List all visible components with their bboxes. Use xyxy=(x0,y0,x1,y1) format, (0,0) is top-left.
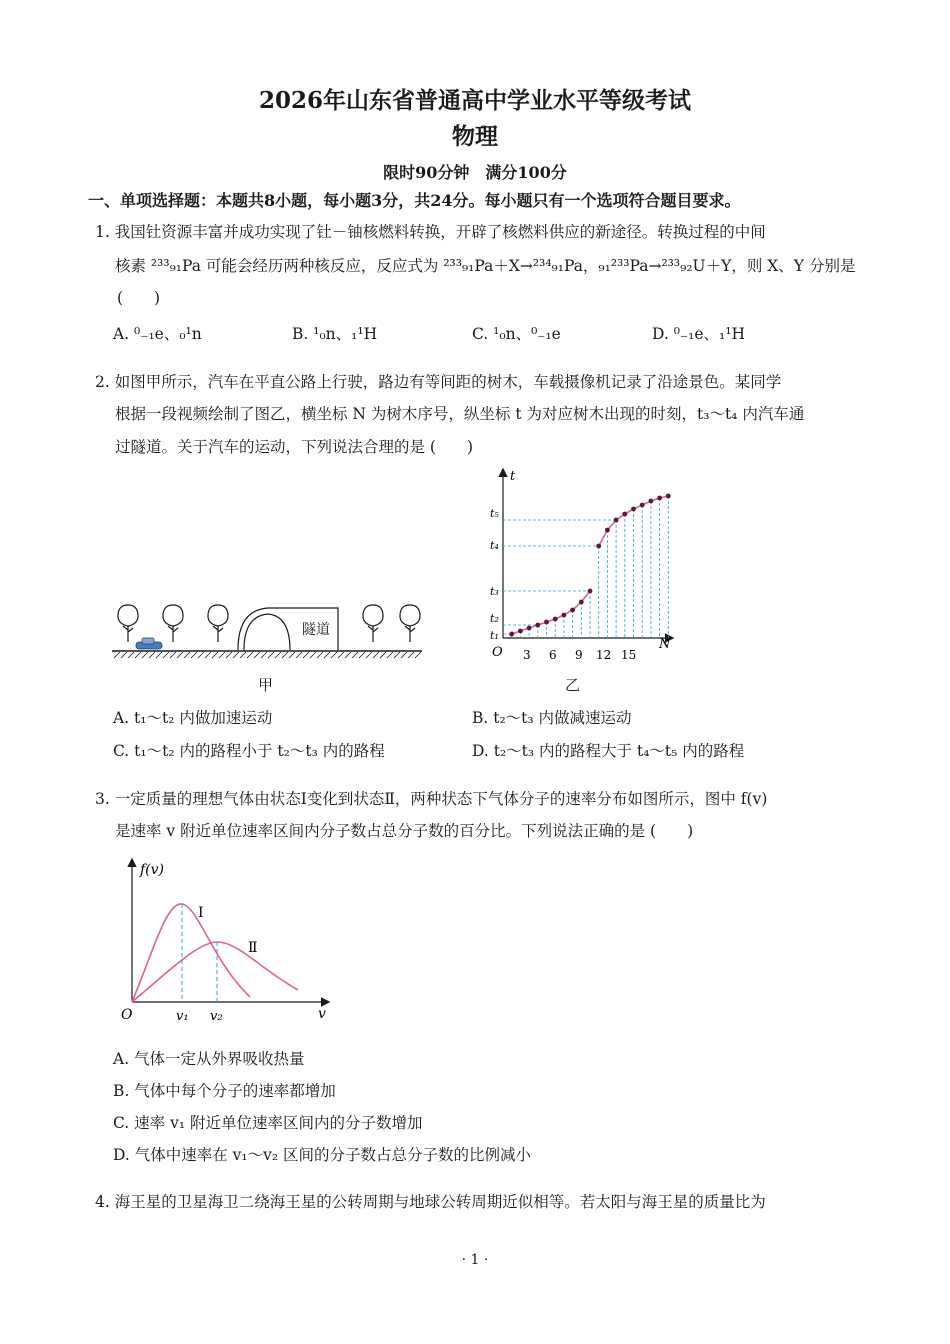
subject-title: 物理 xyxy=(452,123,498,150)
road-hatch-line xyxy=(373,652,379,658)
tree-icon xyxy=(363,605,383,642)
tree-icon xyxy=(208,605,228,642)
tree-point xyxy=(509,632,514,637)
tree-point xyxy=(527,626,532,631)
q1-option-a: A. ⁰₋₁e、₀¹n xyxy=(113,325,202,343)
road-hatch-line xyxy=(198,652,204,658)
road-hatch-line xyxy=(149,652,155,658)
road-hatch-line xyxy=(184,652,190,658)
origin-label: O xyxy=(492,645,503,660)
x-tick-3: 3 xyxy=(523,648,531,662)
q4-line1: 4. 海王星的卫星海卫二绕海王星的公转周期与地球公转周期近似相等。若太阳与海王星的质量比为 xyxy=(95,1193,766,1211)
q1-option-d: D. ⁰₋₁e、₁¹H xyxy=(652,325,745,343)
road-hatch-line xyxy=(163,652,169,658)
q2-line1: 2. 如图甲所示，汽车在平直公路上行驶，路边有等间距的树木，车载摄像机记录了沿途景色。某同学 xyxy=(95,373,782,391)
road-hatch-line xyxy=(135,652,141,658)
tree-point xyxy=(622,512,627,517)
v1-label: v₁ xyxy=(176,1009,189,1024)
tree-point xyxy=(614,518,619,523)
x-tick-9: 9 xyxy=(575,648,583,662)
origin-label: O xyxy=(121,1007,133,1023)
t-axis-label: t xyxy=(510,469,516,484)
q3-option-c: C. 速率 v₁ 附近单位速率区间内的分子数增加 xyxy=(113,1114,423,1132)
road-hatch-line xyxy=(317,652,323,658)
road-hatch-line xyxy=(170,652,176,658)
road-hatch-line xyxy=(261,652,267,658)
n-axis-label: N xyxy=(659,637,671,652)
y-tick-t2: t₂ xyxy=(490,612,499,625)
road-hatch-line xyxy=(408,652,414,658)
road-hatch-line xyxy=(415,652,421,658)
tree-point xyxy=(588,589,593,594)
road-hatch-line xyxy=(240,652,246,658)
road-hatch-line xyxy=(275,652,281,658)
road-hatch-line xyxy=(114,652,120,658)
tree-point xyxy=(553,617,558,622)
figure-yi xyxy=(480,462,680,672)
road-hatch-line xyxy=(394,652,400,658)
tree-point xyxy=(640,503,645,508)
q2-option-c: C. t₁～t₂ 内的路程小于 t₂～t₃ 内的路程 xyxy=(113,742,385,760)
road-hatch-line xyxy=(296,652,302,658)
curve-1-label: Ⅰ xyxy=(198,905,204,921)
road-hatch-line xyxy=(345,652,351,658)
curve-before-tunnel xyxy=(512,591,590,634)
road-hatch-line xyxy=(310,652,316,658)
figure-yi-caption: 乙 xyxy=(565,676,581,694)
q1-line1: 1. 我国钍资源丰富并成功实现了钍－铀核燃料转换，开辟了核燃料供应的新途径。转换过程的中间 xyxy=(95,223,766,241)
figure-speed-distribution xyxy=(118,852,338,1030)
tree-point xyxy=(657,496,662,501)
road-hatch-line xyxy=(387,652,393,658)
road-hatch-line xyxy=(219,652,225,658)
q3-line2: 是速率 v 附近单位速率区间内分子数占总分子数的百分比。下列说法正确的是 ( ) xyxy=(115,822,694,840)
road-hatch-line xyxy=(282,652,288,658)
q1-line2: 核素 ²³³₉₁Pa 可能会经历两种核反应，反应式为 ²³³₉₁Pa＋X→²³⁴₉₁Pa，₉₁²³³Pa→²³³₉₂U＋Y，则 X、Y 分别是 xyxy=(115,257,856,275)
q1-option-c: C. ¹₀n、⁰₋₁e xyxy=(472,325,561,343)
v-axis-label: v xyxy=(318,1006,326,1022)
figure-jia-caption: 甲 xyxy=(258,676,274,694)
car-icon xyxy=(136,638,162,649)
v2-label: v₂ xyxy=(210,1009,223,1024)
road-hatch-line xyxy=(177,652,183,658)
road-hatch-line xyxy=(156,652,162,658)
road-hatch-line xyxy=(121,652,127,658)
tree-point xyxy=(570,608,575,613)
time-score-limits: 限时90分钟 满分100分 xyxy=(383,163,567,182)
q2-line3: 过隧道。关于汽车的运动，下列说法合理的是 ( ) xyxy=(115,438,474,456)
q2-option-b: B. t₂～t₃ 内做减速运动 xyxy=(472,709,632,727)
figure-jia xyxy=(110,600,430,670)
x-tick-6: 6 xyxy=(549,648,557,662)
road-hatch-line xyxy=(401,652,407,658)
y-tick-t4: t₄ xyxy=(490,539,499,552)
tree-point xyxy=(649,499,654,504)
road-hatch-line xyxy=(380,652,386,658)
exam-title: 2026年山东省普通高中学业水平等级考试 xyxy=(258,87,691,114)
road-hatch-line xyxy=(128,652,134,658)
tree-point xyxy=(579,600,584,605)
q2-option-d: D. t₂～t₃ 内的路程大于 t₄～t₅ 内的路程 xyxy=(472,742,745,760)
road-hatch-line xyxy=(289,652,295,658)
road-hatch-line xyxy=(191,652,197,658)
road-hatch-line xyxy=(212,652,218,658)
road-hatch-line xyxy=(331,652,337,658)
f-axis-label: f(v) xyxy=(140,862,165,878)
tree-point xyxy=(666,494,671,499)
y-tick-t3: t₃ xyxy=(490,585,499,598)
q3-line1: 3. 一定质量的理想气体由状态Ⅰ变化到状态Ⅱ，两种状态下气体分子的速率分布如图所示，图中 f(v) xyxy=(95,790,768,808)
tunnel-label: 隧道 xyxy=(302,623,330,638)
y-tick-t1: t₁ xyxy=(490,629,499,642)
road-hatch-line xyxy=(233,652,239,658)
road-hatch-line xyxy=(303,652,309,658)
q3-option-d: D. 气体中速率在 v₁～v₂ 区间的分子数占总分子数的比例减小 xyxy=(113,1146,532,1164)
curve-2-label: Ⅱ xyxy=(248,940,258,956)
tree-point xyxy=(518,629,523,634)
y-tick-t5: t₅ xyxy=(490,507,499,520)
section-heading: 一、单项选择题：本题共8小题，每小题3分，共24分。每小题只有一个选项符合题目要求。 xyxy=(88,191,741,210)
road-hatch-line xyxy=(338,652,344,658)
tree-point xyxy=(596,544,601,549)
x-tick-12: 12 xyxy=(596,648,612,662)
tree-point xyxy=(631,507,636,512)
x-tick-15: 15 xyxy=(621,648,637,662)
tree-icon xyxy=(163,605,183,642)
road-hatch-line xyxy=(205,652,211,658)
road-hatch-line xyxy=(247,652,253,658)
tree-point xyxy=(605,528,610,533)
road-hatch-line xyxy=(359,652,365,658)
tree-point xyxy=(562,613,567,618)
road-hatch-line xyxy=(366,652,372,658)
q2-option-a: A. t₁～t₂ 内做加速运动 xyxy=(113,709,273,727)
road-hatch-line xyxy=(254,652,260,658)
page-number: · 1 · xyxy=(461,1252,489,1268)
q1-option-b: B. ¹₀n、₁¹H xyxy=(292,325,378,343)
tree-point xyxy=(544,620,549,625)
q3-option-b: B. 气体中每个分子的速率都增加 xyxy=(113,1082,336,1100)
road-hatch-line xyxy=(142,652,148,658)
road-hatching xyxy=(114,652,421,658)
q2-line2: 根据一段视频绘制了图乙，横坐标 N 为树木序号，纵坐标 t 为对应树木出现的时刻，t₃～t₄ 内汽车通 xyxy=(115,405,805,423)
road-hatch-line xyxy=(226,652,232,658)
tree-point xyxy=(535,623,540,628)
tree-icon xyxy=(400,605,420,642)
q3-option-a: A. 气体一定从外界吸收热量 xyxy=(113,1050,305,1068)
tree-icon xyxy=(118,605,138,642)
road-hatch-line xyxy=(324,652,330,658)
road-hatch-line xyxy=(268,652,274,658)
road-hatch-line xyxy=(352,652,358,658)
q1-line3: ( ) xyxy=(117,289,161,307)
